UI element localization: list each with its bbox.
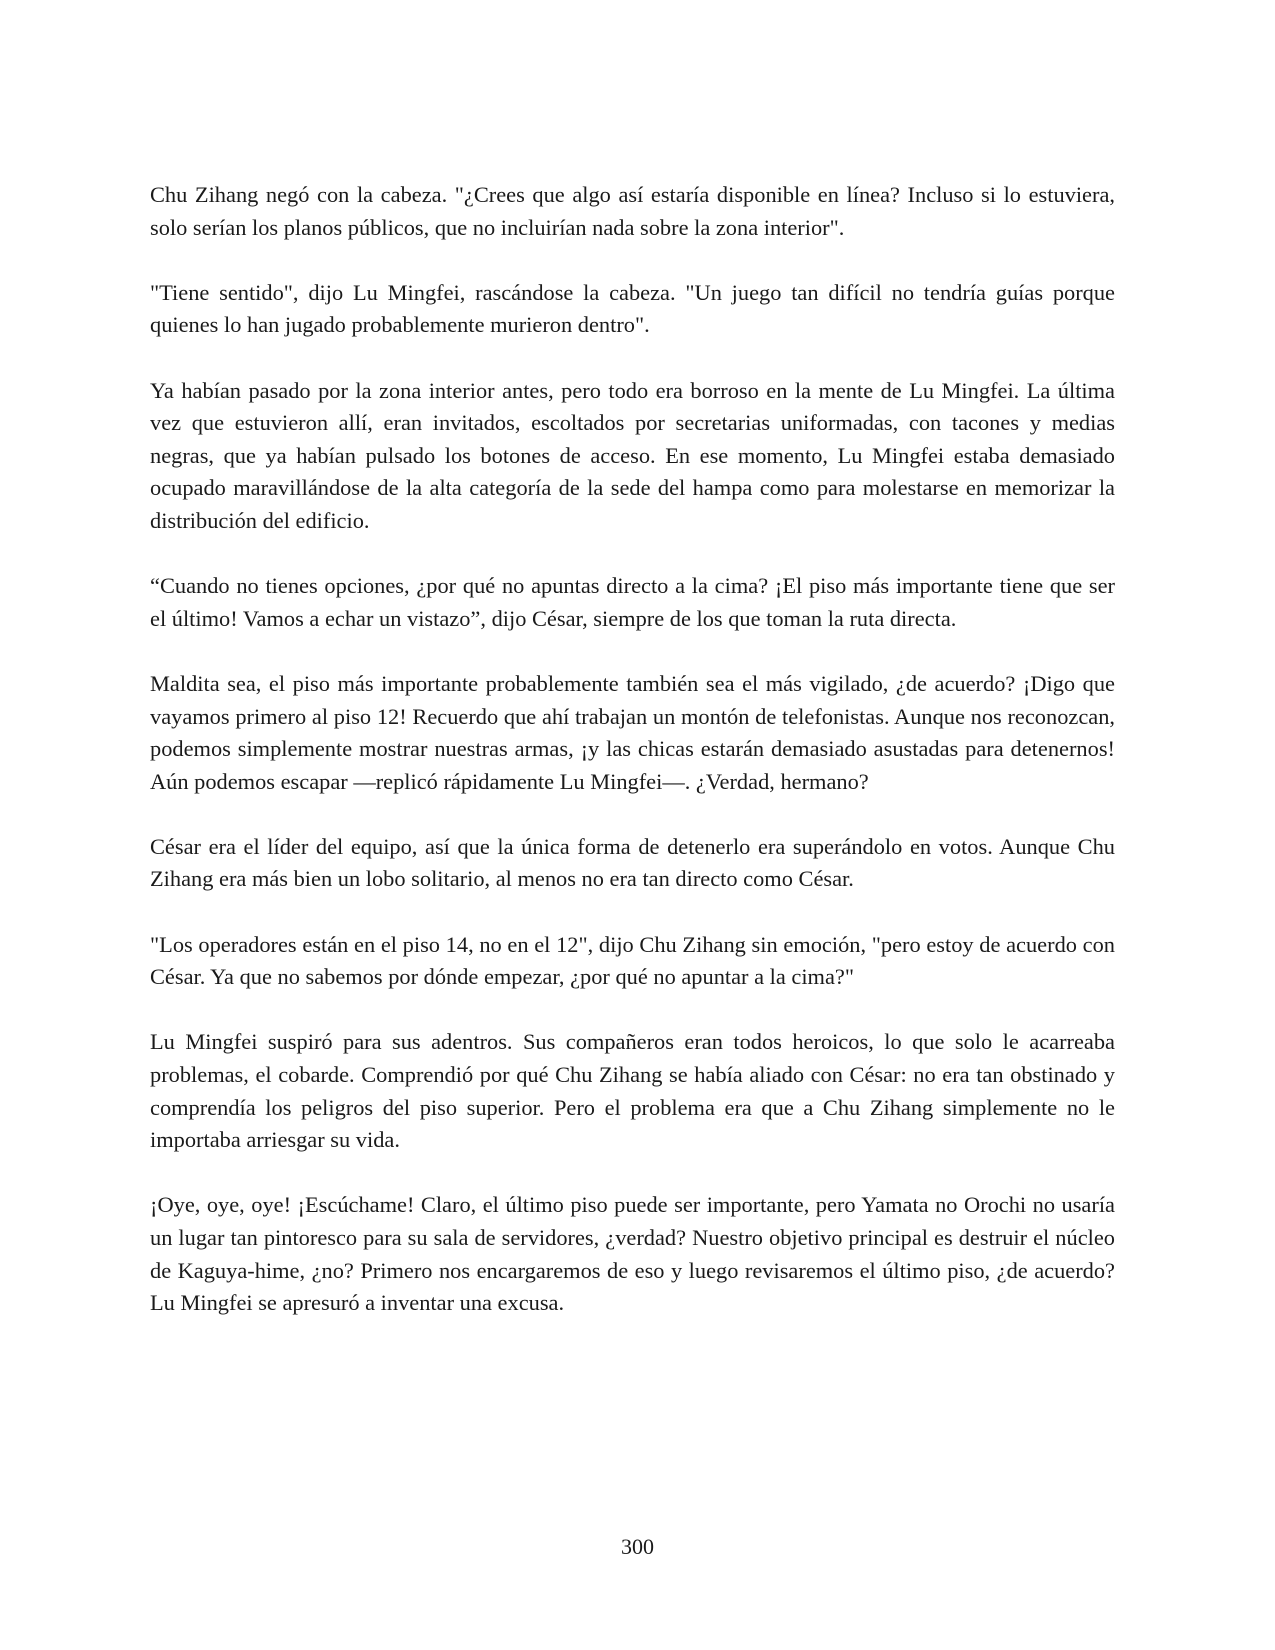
- paragraph-8: Lu Mingfei suspiró para sus adentros. Sus compañeros eran todos heroicos, lo que solo le acarreaba problemas, el cobarde. Comprendió por qué Chu Zihang se había aliado con César: no era tan obstinado y comprendía los peligros del piso superior. Pero el problema era que a Chu Zihang simplemente no le importaba arriesgar su vida.: [150, 1029, 1115, 1153]
- paragraph-9: ¡Oye, oye, oye! ¡Escúchame! Claro, el último piso puede ser importante, pero Yamata no Orochi no usaría un lugar tan pintoresco para su sala de servidores, ¿verdad? Nuestro objetivo principal es destruir el núcleo de Kaguya-hime, ¿no? Primero nos encargaremos de eso y luego revisaremos el último piso, ¿de acuerdo? Lu Mingfei se apresuró a inventar una excusa.: [150, 1192, 1115, 1316]
- paragraph-4: “Cuando no tienes opciones, ¿por qué no apuntas directo a la cima? ¡El piso más importante tiene que ser el último! Vamos a echar un vistazo”, dijo César, siempre de los que toman la ruta directa.: [150, 573, 1115, 631]
- paragraph-5: Maldita sea, el piso más importante probablemente también sea el más vigilado, ¿de acuerdo? ¡Digo que vayamos primero al piso 12! Recuerdo que ahí trabajan un montón de telefonistas. Aunque nos reconozcan, podemos simplemente mostrar nuestras armas, ¡y las chicas estarán demasiado asustadas para detenernos! Aún podemos escapar —replicó rápidamente Lu Mingfei—. ¿Verdad, hermano?: [150, 670, 1115, 794]
- paragraph-2: "Tiene sentido", dijo Lu Mingfei, rascándose la cabeza. "Un juego tan difícil no tendría guías porque quienes lo han jugado probablemente murieron dentro".: [150, 279, 1115, 338]
- page-number: 300: [621, 1534, 654, 1559]
- paragraph-3: Ya habían pasado por la zona interior antes, pero todo era borroso en la mente de Lu Mingfei. La última vez que estuvieron allí, eran invitados, escoltados por secretarias uniformadas, con tacones y medias negras, que ya habían pulsado los botones de acceso. En ese momento, Lu Mingfei estaba demasiado ocupado maravillándose de la alta categoría de la sede del hampa como para molestarse en memorizar la distribución del edificio.: [150, 377, 1115, 533]
- paragraph-7: "Los operadores están en el piso 14, no en el 12", dijo Chu Zihang sin emoción, "pero estoy de acuerdo con César. Ya que no sabemos por dónde empezar, ¿por qué no apuntar a la cima?": [150, 931, 1115, 990]
- paragraph-6: César era el líder del equipo, así que la única forma de detenerlo era superándolo en votos. Aunque Chu Zihang era más bien un lobo solitario, al menos no era tan directo como César.: [150, 833, 1115, 892]
- body-text: [150, 179, 1115, 1320]
- paragraph-1: Chu Zihang negó con la cabeza. "¿Crees que algo así estaría disponible en línea? Incluso si lo estuviera, solo serían los planos públicos, que no incluirían nada sobre la zona interior".: [150, 182, 1115, 240]
